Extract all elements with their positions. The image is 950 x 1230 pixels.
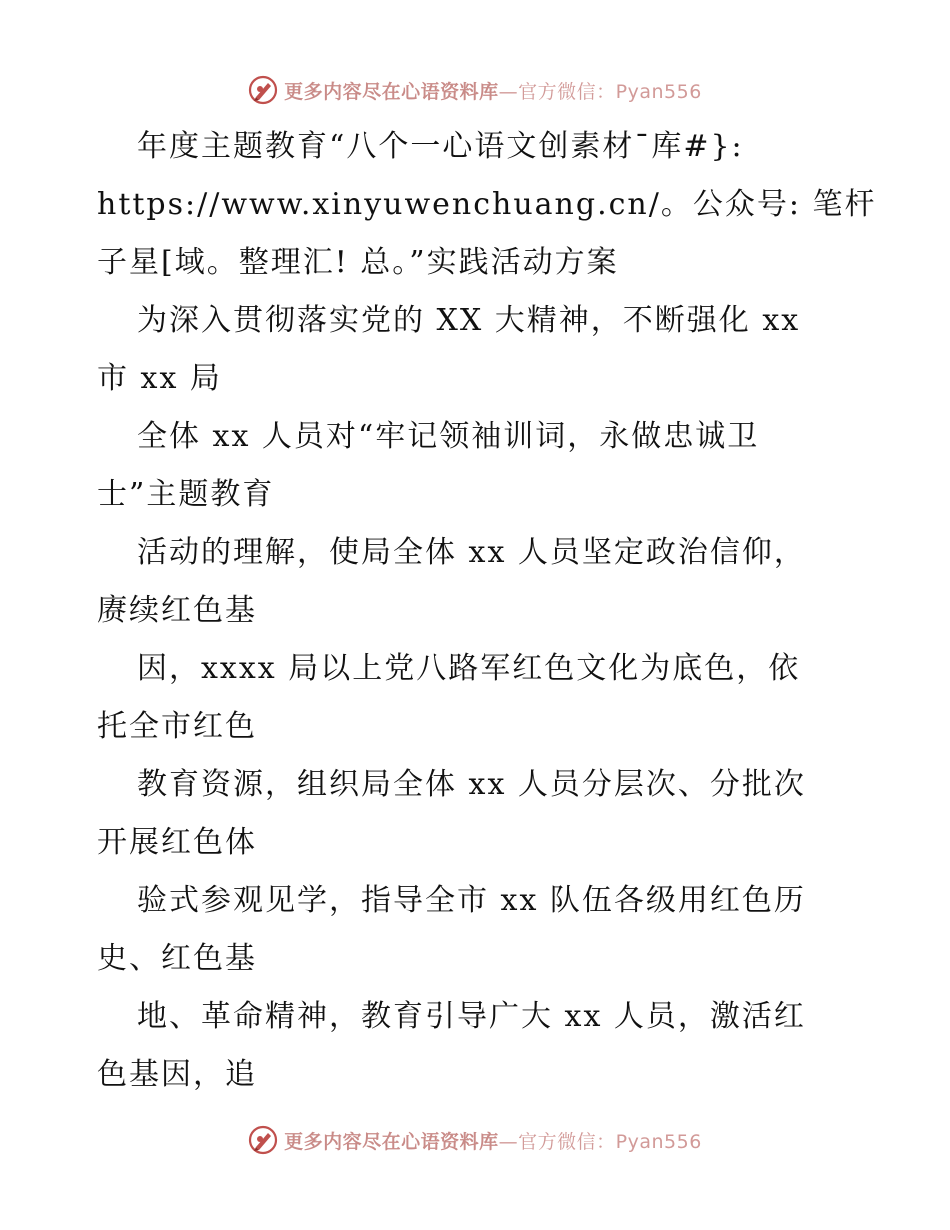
text-line: 为深入贯彻落实党的 XX 大精神，不断强化 xx xyxy=(137,303,801,338)
text-line: 赓续红色基 xyxy=(97,593,257,628)
text-line: https://www.xinyuwenchuang.cn/。公众号: 笔杆 xyxy=(97,187,877,222)
pen-logo-icon xyxy=(248,75,278,105)
text-line: 全体 xx 人员对“牢记领袖训词，永做忠诚卫 xyxy=(137,419,760,454)
footer-watermark xyxy=(0,1120,950,1160)
text-line: 色基因，追 xyxy=(97,1057,257,1092)
watermark-brand-text: 更多内容尽在心语资料库 xyxy=(284,80,499,103)
header-watermark xyxy=(0,70,950,110)
text-line: 子星[域。整理汇! 总。”实践活动方案 xyxy=(97,245,619,280)
watermark-contact-text: —官方微信：Pyan556 xyxy=(498,1130,702,1153)
text-line: 验式参观见学，指导全市 xx 队伍各级用红色历 xyxy=(137,883,806,918)
text-line: 年度主题教育“八个一心语文创素材¯库#}: xyxy=(137,129,744,164)
text-line: 史、红色基 xyxy=(97,941,257,976)
pen-logo-icon xyxy=(248,1125,278,1155)
text-line: 因，xxxx 局以上党八路军红色文化为底色，依 xyxy=(137,651,801,686)
text-line: 开展红色体 xyxy=(97,825,257,860)
text-line: 士”主题教育 xyxy=(97,477,275,512)
watermark-brand-text: 更多内容尽在心语资料库 xyxy=(284,1130,499,1153)
text-line: 托全市红色 xyxy=(97,709,257,744)
document-body xyxy=(97,118,877,1104)
text-line: 教育资源，组织局全体 xx 人员分层次、分批次 xyxy=(137,767,806,802)
text-line: 市 xx 局 xyxy=(97,361,222,396)
text-line: 活动的理解，使局全体 xx 人员坚定政治信仰， xyxy=(137,535,806,570)
watermark-contact-text: —官方微信：Pyan556 xyxy=(498,80,702,103)
text-line: 地、革命精神，教育引导广大 xx 人员，激活红 xyxy=(137,999,806,1034)
